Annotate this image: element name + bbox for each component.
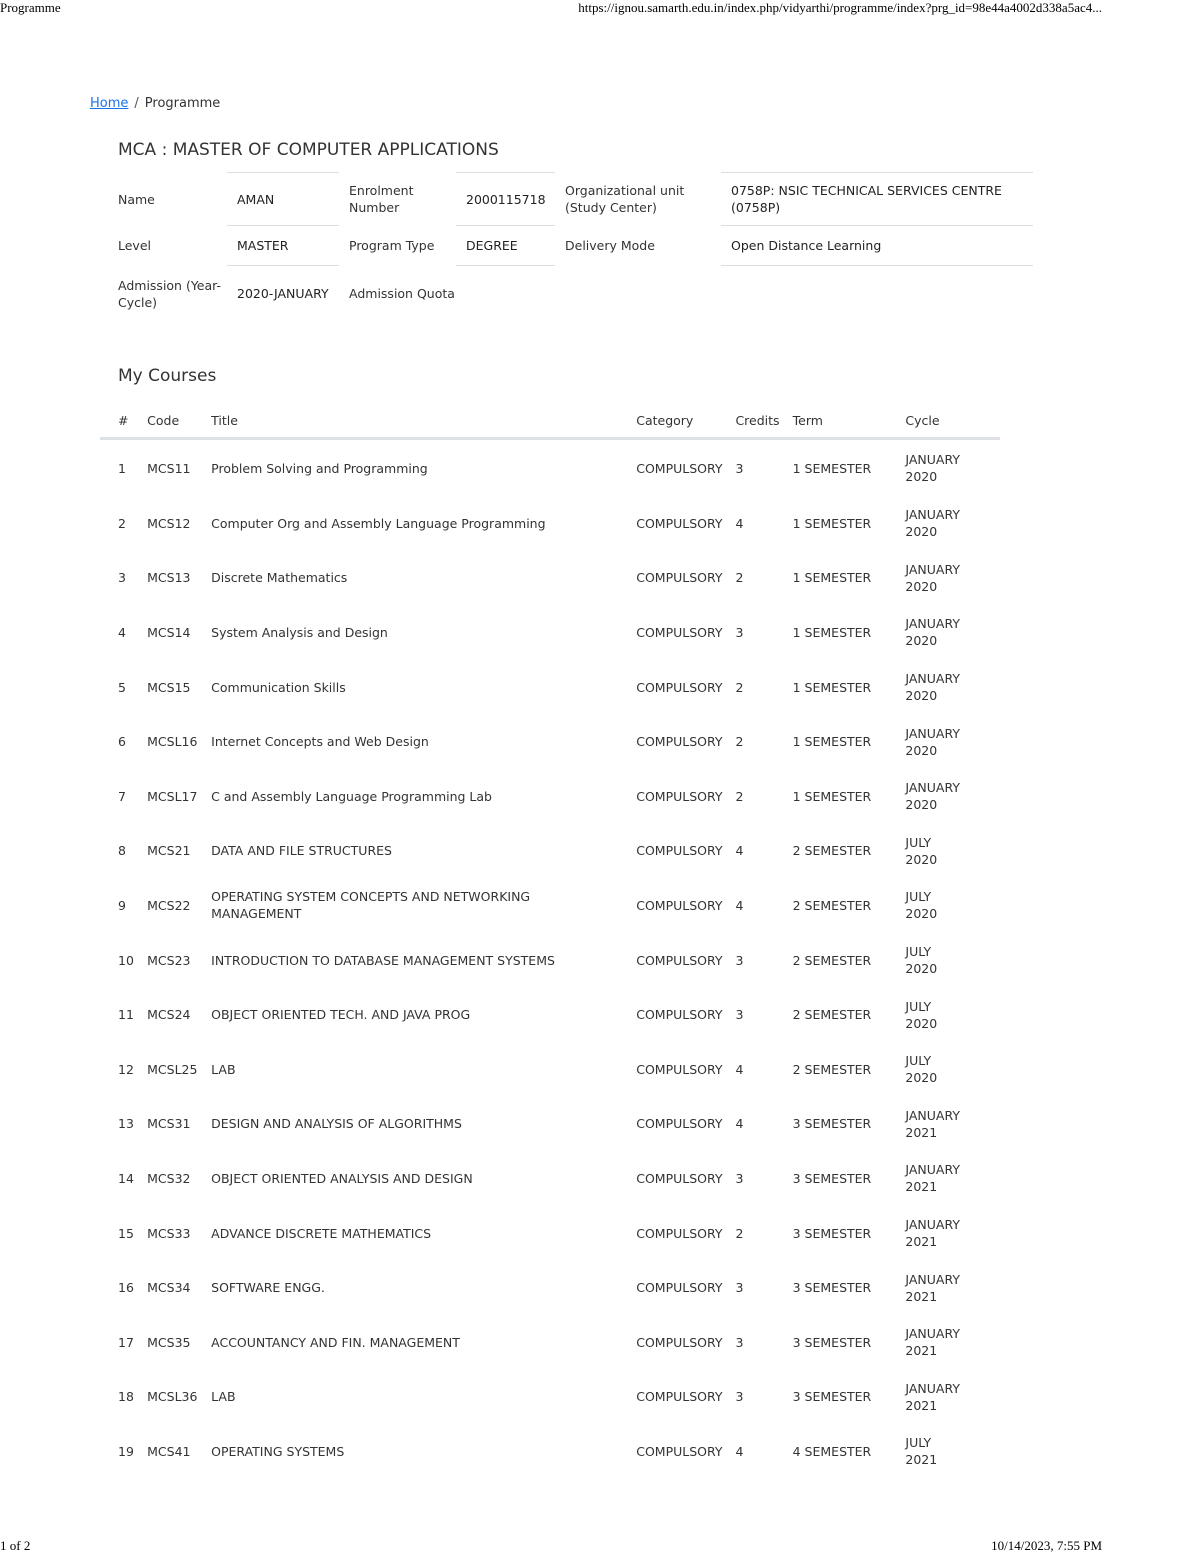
header-title: Title [211,403,636,439]
course-title: ADVANCE DISCRETE MATHEMATICS [211,1225,432,1241]
print-header-url: https://ignou.samarth.edu.in/index.php/vidyarthi/programme/index?prg_id=98e44a4002d338a5ac4... [578,0,1102,15]
course-cycle: JANUARY 2020 [905,725,960,758]
table-row [100,1151,1000,1206]
course-category: COMPULSORY [636,952,723,968]
course-cycle: JANUARY 2020 [905,561,960,594]
table-row [100,714,1000,769]
course-code: MCS35 [147,1334,191,1350]
course-cycle: JULY 2020 [905,998,938,1031]
delivery-mode-label: Delivery Mode [565,238,655,253]
course-credits: 3 [735,460,744,476]
course-title: OBJECT ORIENTED ANALYSIS AND DESIGN [211,1170,473,1186]
course-term: 3 SEMESTER [792,1116,872,1132]
info-row [118,266,1033,322]
course-term: 2 SEMESTER [792,1007,872,1023]
name-value: AMAN [227,173,339,226]
table-row [100,660,1000,715]
course-category: COMPULSORY [636,624,723,640]
course-num: 1 [118,460,126,476]
level-label: Level [118,238,151,253]
table-row [100,496,1000,551]
course-title: LAB [211,1061,236,1077]
course-title: ACCOUNTANCY AND FIN. MANAGEMENT [211,1334,460,1350]
course-category: COMPULSORY [636,1007,723,1023]
course-term: 3 SEMESTER [792,1280,872,1296]
course-category: COMPULSORY [636,1334,723,1350]
course-cycle: JULY 2020 [905,834,938,867]
course-title: OBJECT ORIENTED TECH. AND JAVA PROG [211,1007,471,1023]
course-code: MCS14 [147,624,191,640]
course-num: 11 [118,1007,134,1023]
course-code: MCS33 [147,1225,191,1241]
course-cycle: JANUARY 2020 [905,507,960,540]
courses-header-row [100,403,1000,439]
table-row [100,439,1000,497]
breadcrumb-separator: / [134,96,139,111]
course-cycle: JANUARY 2021 [905,1326,960,1359]
course-code: MCS24 [147,1007,191,1023]
course-title: OPERATING SYSTEM CONCEPTS AND NETWORKING MANAGEMENT [211,889,531,922]
course-cycle: JULY 2020 [905,944,938,977]
course-cycle: JANUARY 2021 [905,1271,960,1304]
course-title: System Analysis and Design [211,624,388,640]
course-title: Internet Concepts and Web Design [211,734,429,750]
course-term: 2 SEMESTER [792,1061,872,1077]
course-credits: 4 [735,897,744,913]
header-num: # [100,403,147,439]
table-row [100,1260,1000,1315]
breadcrumb-current: Programme [144,96,221,111]
table-row [100,769,1000,824]
course-code: MCSL36 [147,1389,198,1405]
course-credits: 4 [735,1443,744,1459]
course-code: MCS34 [147,1280,191,1296]
course-code: MCS11 [147,460,191,476]
course-credits: 3 [735,1007,744,1023]
admission-value: 2020-JANUARY [237,286,329,302]
course-num: 3 [118,570,126,586]
course-num: 16 [118,1280,134,1296]
course-credits: 3 [735,624,744,640]
course-term: 3 SEMESTER [792,1225,872,1241]
course-category: COMPULSORY [636,734,723,750]
course-code: MCS41 [147,1443,191,1459]
course-title: OPERATING SYSTEMS [211,1443,345,1459]
programme-title: MCA : MASTER OF COMPUTER APPLICATIONS [118,140,499,160]
course-num: 12 [118,1061,134,1077]
course-term: 1 SEMESTER [792,679,872,695]
course-code: MCS12 [147,515,191,531]
admission-quota-label: Admission Quota [349,286,455,301]
course-category: COMPULSORY [636,1443,723,1459]
course-code: MCS21 [147,843,191,859]
course-credits: 4 [735,515,744,531]
course-category: COMPULSORY [636,1225,723,1241]
course-title: DESIGN AND ANALYSIS OF ALGORITHMS [211,1116,462,1132]
breadcrumb-home-link[interactable]: Home [90,96,129,111]
course-category: COMPULSORY [636,843,723,859]
print-header-title: Programme [0,0,61,15]
course-category: COMPULSORY [636,1280,723,1296]
course-code: MCS15 [147,679,191,695]
course-category: COMPULSORY [636,679,723,695]
org-unit-label: Organizational unit (Study Center) [565,183,685,215]
course-credits: 4 [735,843,744,859]
course-num: 4 [118,624,126,640]
course-num: 17 [118,1334,134,1350]
header-category: Category [636,403,735,439]
programme-info-table [118,172,1033,322]
header-code: Code [147,403,211,439]
table-row [100,824,1000,879]
course-term: 1 SEMESTER [792,624,872,640]
course-num: 9 [118,897,126,913]
course-cycle: JULY 2020 [905,889,938,922]
course-title: C and Assembly Language Programming Lab [211,788,492,804]
info-row [118,173,1033,226]
course-category: COMPULSORY [636,788,723,804]
course-term: 4 SEMESTER [792,1443,872,1459]
course-term: 3 SEMESTER [792,1170,872,1186]
table-row [100,1370,1000,1425]
course-cycle: JANUARY 2020 [905,780,960,813]
course-term: 1 SEMESTER [792,788,872,804]
course-category: COMPULSORY [636,1116,723,1132]
header-cycle: Cycle [905,403,1000,439]
course-title: Communication Skills [211,679,346,695]
course-code: MCSL17 [147,788,198,804]
course-title: INTRODUCTION TO DATABASE MANAGEMENT SYSTEMS [211,952,555,968]
delivery-mode-value: Open Distance Learning [721,226,1033,266]
course-cycle: JANUARY 2021 [905,1107,960,1140]
course-term: 1 SEMESTER [792,734,872,750]
course-num: 5 [118,679,126,695]
courses-table [100,403,1000,1479]
course-credits: 2 [735,679,744,695]
table-row [100,987,1000,1042]
course-credits: 2 [735,734,744,750]
course-num: 8 [118,843,126,859]
course-category: COMPULSORY [636,1170,723,1186]
course-code: MCS13 [147,570,191,586]
table-row [100,1424,1000,1479]
course-num: 13 [118,1116,134,1132]
course-credits: 3 [735,952,744,968]
program-type-value: DEGREE [456,226,555,266]
course-term: 2 SEMESTER [792,843,872,859]
course-category: COMPULSORY [636,570,723,586]
table-row [100,878,1000,933]
course-category: COMPULSORY [636,897,723,913]
my-courses-heading: My Courses [118,366,217,386]
course-credits: 2 [735,1225,744,1241]
course-term: 3 SEMESTER [792,1389,872,1405]
print-page-number: 1 of 2 [0,1538,31,1553]
program-type-label: Program Type [349,238,435,253]
header-term: Term [793,403,906,439]
table-row [100,605,1000,660]
course-code: MCS22 [147,897,191,913]
course-num: 2 [118,515,126,531]
course-term: 1 SEMESTER [792,515,872,531]
admission-quota-value [456,266,555,322]
course-cycle: JULY 2021 [905,1435,938,1468]
table-row [100,1042,1000,1097]
course-term: 2 SEMESTER [792,952,872,968]
table-row [100,551,1000,606]
course-credits: 2 [735,788,744,804]
course-credits: 3 [735,1170,744,1186]
course-title: DATA AND FILE STRUCTURES [211,843,392,859]
course-cycle: JANUARY 2020 [905,616,960,649]
course-category: COMPULSORY [636,460,723,476]
course-num: 10 [118,952,134,968]
course-title: SOFTWARE ENGG. [211,1280,325,1296]
course-credits: 2 [735,570,744,586]
header-credits: Credits [735,403,792,439]
course-term: 2 SEMESTER [792,897,872,913]
course-num: 19 [118,1443,134,1459]
course-credits: 3 [735,1334,744,1350]
course-category: COMPULSORY [636,1061,723,1077]
course-num: 7 [118,788,126,804]
course-title: Discrete Mathematics [211,570,348,586]
course-code: MCSL16 [147,734,198,750]
info-row [118,226,1033,266]
course-title: Problem Solving and Programming [211,460,428,476]
course-cycle: JANUARY 2020 [905,452,960,484]
course-code: MCS32 [147,1170,191,1186]
course-credits: 4 [735,1116,744,1132]
course-term: 1 SEMESTER [792,570,872,586]
course-cycle: JULY 2020 [905,1053,938,1086]
course-credits: 3 [735,1280,744,1296]
level-value: MASTER [227,226,339,266]
course-code: MCS31 [147,1116,191,1132]
course-num: 6 [118,734,126,750]
course-code: MCSL25 [147,1061,198,1077]
table-row [100,1097,1000,1152]
table-row [100,933,1000,988]
breadcrumb [90,96,220,111]
table-row [100,1315,1000,1370]
course-num: 15 [118,1225,134,1241]
course-term: 1 SEMESTER [792,460,872,476]
org-unit-value: 0758P: NSIC TECHNICAL SERVICES CENTRE (0758P) [721,173,1033,226]
name-label: Name [118,191,155,207]
course-credits: 3 [735,1389,744,1405]
course-code: MCS23 [147,952,191,968]
course-title: LAB [211,1389,236,1405]
print-timestamp: 10/14/2023, 7:55 PM [991,1538,1102,1553]
course-category: COMPULSORY [636,1389,723,1405]
course-category: COMPULSORY [636,515,723,531]
enrolment-value: 2000115718 [456,173,555,226]
table-row [100,1206,1000,1261]
course-num: 18 [118,1389,134,1405]
course-cycle: JANUARY 2021 [905,1380,960,1413]
course-cycle: JANUARY 2021 [905,1217,960,1250]
course-cycle: JANUARY 2021 [905,1162,960,1195]
course-cycle: JANUARY 2020 [905,671,960,704]
admission-label: Admission (Year-Cycle) [118,277,222,310]
course-term: 3 SEMESTER [792,1334,872,1350]
enrolment-label: Enrolment Number [349,183,414,215]
course-title: Computer Org and Assembly Language Programming [211,515,546,531]
course-credits: 4 [735,1061,744,1077]
course-num: 14 [118,1170,134,1186]
